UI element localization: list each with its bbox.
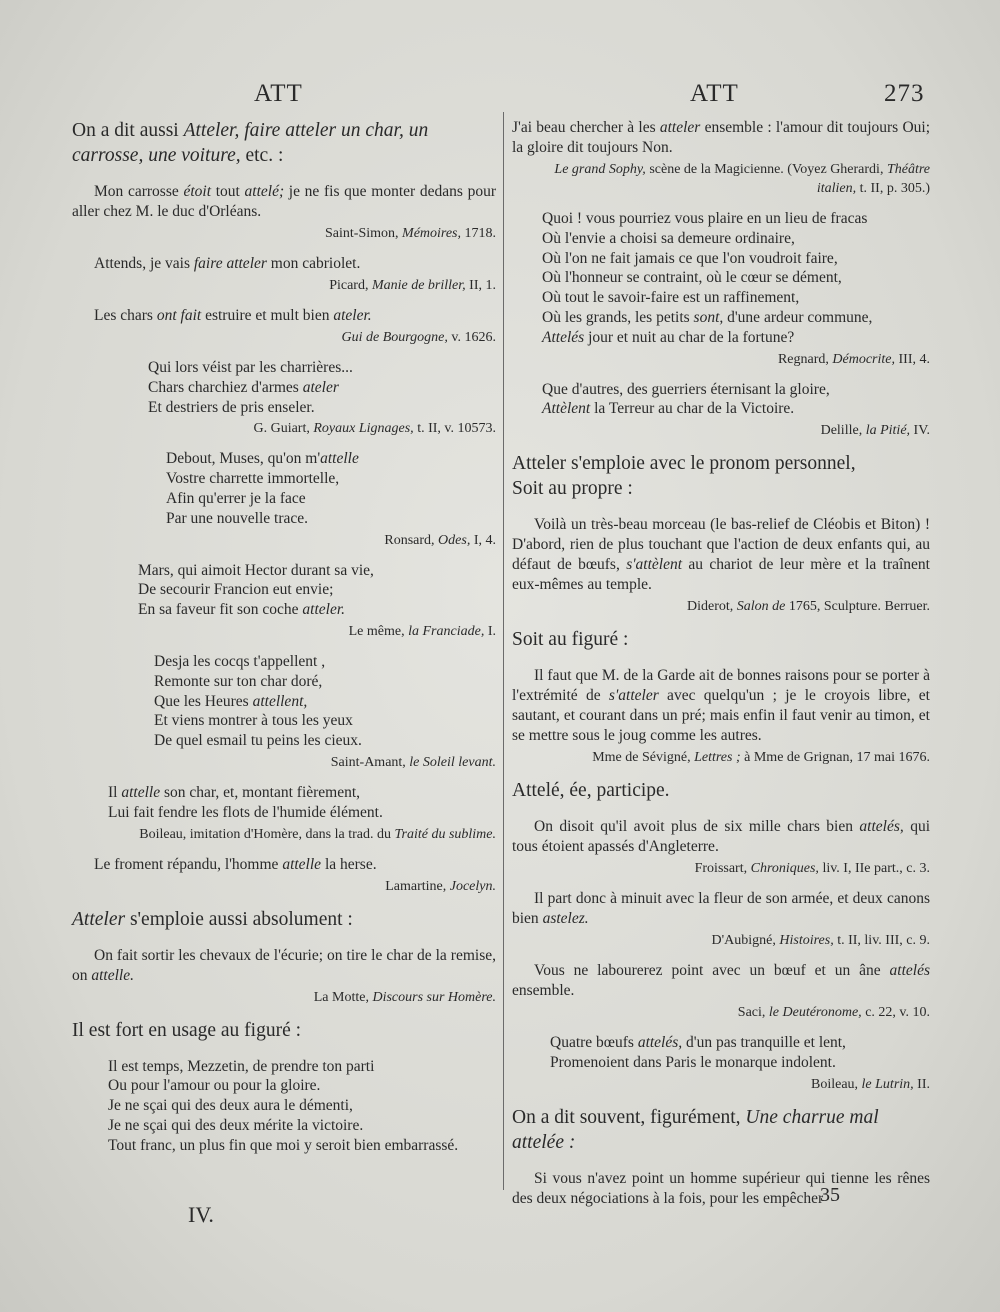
verse-quotation: [72, 358, 496, 417]
section-heading: Il est fort en usage au figuré :: [72, 1019, 302, 1041]
verse-line: Je ne sçai qui des deux mérite la victoire.: [108, 1116, 364, 1134]
verse-line: Et viens montrer à tous les yeux: [154, 712, 353, 730]
sheet-signature: 35: [820, 1184, 840, 1206]
verse-line: Quoi ! vous pourriez vous plaire en un lieu de fracas: [542, 210, 868, 227]
citation: Saci, le Deutéronome, c. 22, v. 10.: [737, 1005, 930, 1021]
verse-line: Chars charchiez d'armes ateler: [148, 378, 339, 396]
citation: Mme de Sévigné, Lettres ; à Mme de Grignan, 17 mai 1676.: [592, 750, 930, 766]
quotation-prose: Il part donc à minuit avec la fleur de son armée, et deux canons bien astelez.: [512, 890, 930, 928]
verse-line: Vostre charrette immortelle,: [166, 470, 340, 488]
citation: Lamartine, Jocelyn.: [385, 878, 496, 894]
verse-line: Où l'honneur se contraint, où le cœur se dément,: [542, 269, 842, 287]
verse-line: Où l'on ne fait jamais ce que l'on voudroit faire,: [542, 249, 838, 267]
quotation-prose: Voilà un très-beau morceau (le bas-relief de Cléobis et Biton) ! D'abord, rien de plus touchant que l'action de deux enfants qui, au défaut de bœufs, s'attèlent au chariot de leur mère et la traînent eux-mêmes au temple.: [512, 516, 930, 594]
citation: Le même, la Franciade, I.: [348, 623, 496, 639]
right-running-title: ATT: [690, 80, 739, 107]
verse-line: Ou pour l'amour ou pour la gloire.: [108, 1077, 321, 1095]
quotation-prose: On disoit qu'il avoit plus de six mille chars bien attelés, qui tous étoient apassés d'Angleterre.: [512, 818, 931, 856]
verse-line: Par une nouvelle trace.: [166, 509, 309, 527]
citation: D'Aubigné, Histoires, t. II, liv. III, c. 9.: [711, 933, 930, 949]
citation: Boileau, le Lutrin, II.: [811, 1076, 930, 1092]
verse-quotation: [72, 652, 496, 751]
citation: La Motte, Discours sur Homère.: [313, 989, 496, 1005]
citation: Froissart, Chroniques, liv. I, IIe part., c. 3.: [694, 861, 930, 877]
quotation-prose: On fait sortir les chevaux de l'écurie; on tire le char de la remise, on attelle.: [72, 946, 496, 984]
quotation-prose: Le froment répandu, l'homme attelle la herse.: [94, 855, 377, 873]
verse-quotation: [72, 783, 496, 823]
quotation-prose: Les chars ont fait estruire et mult bien ateler.: [94, 307, 372, 324]
verse-line: Que d'autres, des guerriers éternisant la gloire,: [542, 380, 830, 398]
section-heading: Attelé, ée, participe.: [512, 780, 670, 802]
citation: Le grand Sophy, scène de la Magicienne. (Voyez Gherardi, Théâtre italien, t. II, p. 305.): [554, 162, 930, 196]
quotation-prose: Si vous n'avez point un homme supérieur qui tienne les rênes des deux négociations à la fois, pour les empêcher: [512, 1169, 930, 1207]
verse-line: Desja les cocqs t'appellent ,: [154, 652, 326, 670]
citation: Boileau, imitation d'Homère, dans la trad. du Traité du sublime.: [139, 826, 496, 842]
citation: Delille, la Pitié, IV.: [820, 423, 930, 439]
verse-line: Il est temps, Mezzetin, de prendre ton parti: [108, 1057, 375, 1075]
verse-quotation: [72, 449, 496, 528]
verse-line: Promenoient dans Paris le monarque indolent.: [550, 1053, 836, 1071]
left-column: [72, 118, 496, 1156]
verse-line: Où tout le savoir-faire est un raffinement,: [542, 289, 800, 307]
citation: Saint-Simon, Mémoires, 1718.: [325, 226, 496, 241]
verse-line: De quel esmail tu peins les cieux.: [154, 732, 362, 750]
verse-line: Et destriers de pris enseler.: [148, 398, 315, 416]
citation: G. Guiart, Royaux Lignages, t. II, v. 10573.: [253, 421, 496, 437]
citation: Picard, Manie de briller, II, 1.: [329, 278, 496, 293]
quotation-prose: Mon carrosse étoit tout attelé; je ne fis que monter dedans pour aller chez M. le duc d'Orléans.: [72, 183, 496, 220]
section-heading: Atteler s'emploie avec le pronom personnel, Soit au propre :: [512, 453, 856, 500]
verse-line: En sa faveur fit son coche atteler.: [138, 601, 346, 619]
verse-line: Où l'envie a choisi sa demeure ordinaire,: [542, 229, 795, 247]
column-divider: [503, 112, 504, 1190]
verse-line: Debout, Muses, qu'on m'attelle: [166, 450, 359, 468]
verse-line: Il attelle son char, et, montant fièrement,: [108, 783, 361, 801]
page-number: 273: [884, 80, 925, 107]
verse-line: De secourir Francion eut envie;: [138, 581, 334, 599]
quotation-prose: Attends, je vais faire atteler mon cabriolet.: [94, 255, 361, 272]
quotation-prose: Vous ne labourerez point avec un bœuf et un âne attelés ensemble.: [512, 962, 930, 1000]
verse-quotation: [72, 561, 496, 620]
citation: Diderot, Salon de 1765, Sculpture. Berruer.: [686, 599, 930, 615]
right-column: [512, 118, 930, 1211]
verse-line: Qui lors véist par les charrières...: [148, 359, 353, 376]
verse-quotation: [512, 209, 930, 348]
section-heading: Soit au figuré :: [512, 629, 629, 651]
verse-quotation: [72, 1057, 496, 1156]
citation: Regnard, Démocrite, III, 4.: [777, 351, 930, 367]
citation: Ronsard, Odes, I, 4.: [384, 532, 496, 548]
verse-line: Quatre bœufs attelés, d'un pas tranquille et lent,: [550, 1034, 846, 1052]
volume-signature: IV.: [188, 1202, 214, 1227]
section-heading: On a dit souvent, figurément, Une charrue mal attelée :: [512, 1106, 879, 1153]
section-heading: Atteler s'emploie aussi absolument :: [72, 908, 353, 930]
verse-line: Mars, qui aimoit Hector durant sa vie,: [138, 561, 374, 579]
citation: Gui de Bourgogne, v. 1626.: [341, 330, 496, 345]
quotation-prose: J'ai beau chercher à les atteler ensemble : l'amour dit toujours Oui; la gloire dit toujours Non.: [512, 119, 930, 156]
verse-line: Afin qu'errer je la face: [166, 489, 306, 507]
verse-line: Je ne sçai qui des deux aura le démenti,: [108, 1097, 353, 1115]
verse-quotation: [512, 380, 930, 420]
verse-line: Tout franc, un plus fin que moi y seroit bien embarrassé.: [108, 1136, 459, 1154]
verse-line: Où les grands, les petits sont, d'une ardeur commune,: [542, 308, 873, 326]
left-running-title: ATT: [254, 80, 303, 107]
quotation-prose: Il faut que M. de la Garde ait de bonnes raisons pour se porter à l'extrémité de s'atteler avec quelqu'un ; je le croyois libre, et sautant, et courant dans un pré; mais enfin il faut venir au timon, et se mettre sous le joug comme les autres.: [512, 667, 930, 745]
verse-quotation: [512, 1033, 930, 1073]
verse-line: Lui fait fendre les flots de l'humide élément.: [108, 803, 383, 821]
verse-line: Remonte sur ton char doré,: [154, 672, 323, 690]
section-heading: On a dit aussi Atteler, faire atteler un char, un carrosse, une voiture, etc. :: [72, 120, 429, 166]
verse-line: Que les Heures attellent,: [154, 692, 308, 710]
verse-line: Attèlent la Terreur au char de la Victoire.: [542, 400, 795, 418]
verse-line: Attelés jour et nuit au char de la fortune?: [542, 328, 795, 346]
citation: Saint-Amant, le Soleil levant.: [330, 754, 496, 770]
